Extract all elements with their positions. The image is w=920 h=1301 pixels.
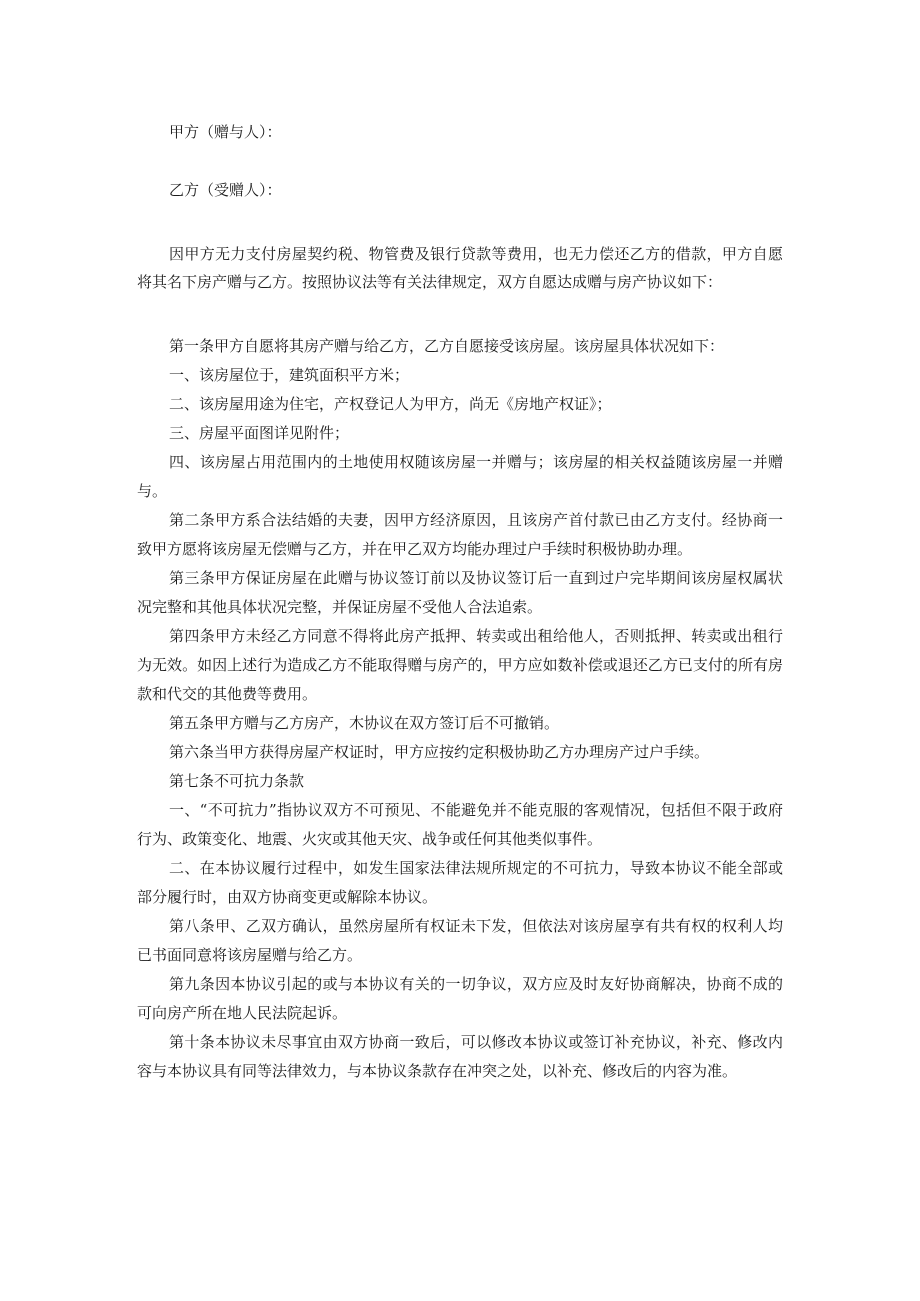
clause-list (137, 332, 783, 1086)
clause-6: 第六条当甲方获得房屋产权证时，甲方应按约定积极协助乙方办理房产过户手续。 (169, 743, 710, 761)
clause-7-item-2: 二、在本协议履行过程中，如发生国家法律法规所规定的不可抗力，导致本协议不能全部或部分履行时，由双方协商变更或解除本协议。 (137, 859, 783, 906)
clause-1-item-1: 一、该房屋位于，建筑面积平方米； (169, 366, 410, 384)
clause-1-item-3: 三、房屋平面图详见附件； (169, 424, 350, 442)
clause-9: 第九条因本协议引起的或与本协议有关的一切争议，双方应及时友好协商解决，协商不成的可向房产所在地人民法院起诉。 (137, 975, 783, 1022)
clause-1-item-4: 四、该房屋占用范围内的土地使用权随该房屋一并赠与；该房屋的相关权益随该房屋一并赠与。 (137, 453, 783, 500)
party-b-label: 乙方（受赠人）： (169, 181, 282, 199)
clause-7-item-1: 一、“不可抗力”指协议双方不可预见、不能避免并不能克服的客观情况，包括但不限于政府行为、政策变化、地震、火灾或其他天灾、战争或任何其他类似事件。 (137, 801, 783, 848)
clause-5: 第五条甲方赠与乙方房产，木协议在双方签订后不可撤销。 (169, 714, 560, 732)
clause-4: 第四条甲方未经乙方同意不得将此房产抵押、转卖或出租给他人，否则抵押、转卖或出租行为无效。如因上述行为造成乙方不能取得赠与房产的，甲方应如数补偿或退还乙方已支付的所有房款和代交的其他费等费用。 (137, 627, 783, 703)
clause-2: 第二条甲方系合法结婚的夫妻，因甲方经济原因，且该房产首付款已由乙方支付。经协商一致甲方愿将该房屋无偿赠与乙方，并在甲乙双方均能办理过户手续时积极协助办理。 (137, 511, 783, 558)
clause-1: 第一条甲方自愿将其房产赠与给乙方，乙方自愿接受该房屋。该房屋具体状况如下： (169, 337, 725, 355)
clause-1-item-2: 二、该房屋用途为住宅，产权登记人为甲方，尚无《房地产权证》； (169, 395, 612, 413)
party-a-label: 甲方（赠与人）： (169, 123, 282, 141)
clause-10: 第十条本协议未尽事宜由双方协商一致后，可以修改本协议或签订补充协议，补充、修改内容与本协议具有同等法律效力，与本协议条款存在冲突之处，以补充、修改后的内容为准。 (137, 1033, 783, 1080)
document-body (137, 118, 783, 1086)
clause-3: 第三条甲方保证房屋在此赠与协议签订前以及协议签订后一直到过户完毕期间该房屋权属状况完整和其他具体状况完整，并保证房屋不受他人合法追索。 (137, 569, 783, 616)
clause-7: 第七条不可抗力条款 (169, 772, 305, 790)
clause-8: 第八条甲、乙双方确认，虽然房屋所有权证未下发，但依法对该房屋享有共有权的权利人均已书面同意将该房屋赠与给乙方。 (137, 917, 783, 964)
intro-paragraph: 因甲方无力支付房屋契约税、物管费及银行贷款等费用，也无力偿还乙方的借款，甲方自愿将其名下房产赠与乙方。按照协议法等有关法律规定，双方自愿达成赠与房产协议如下： (137, 245, 783, 291)
